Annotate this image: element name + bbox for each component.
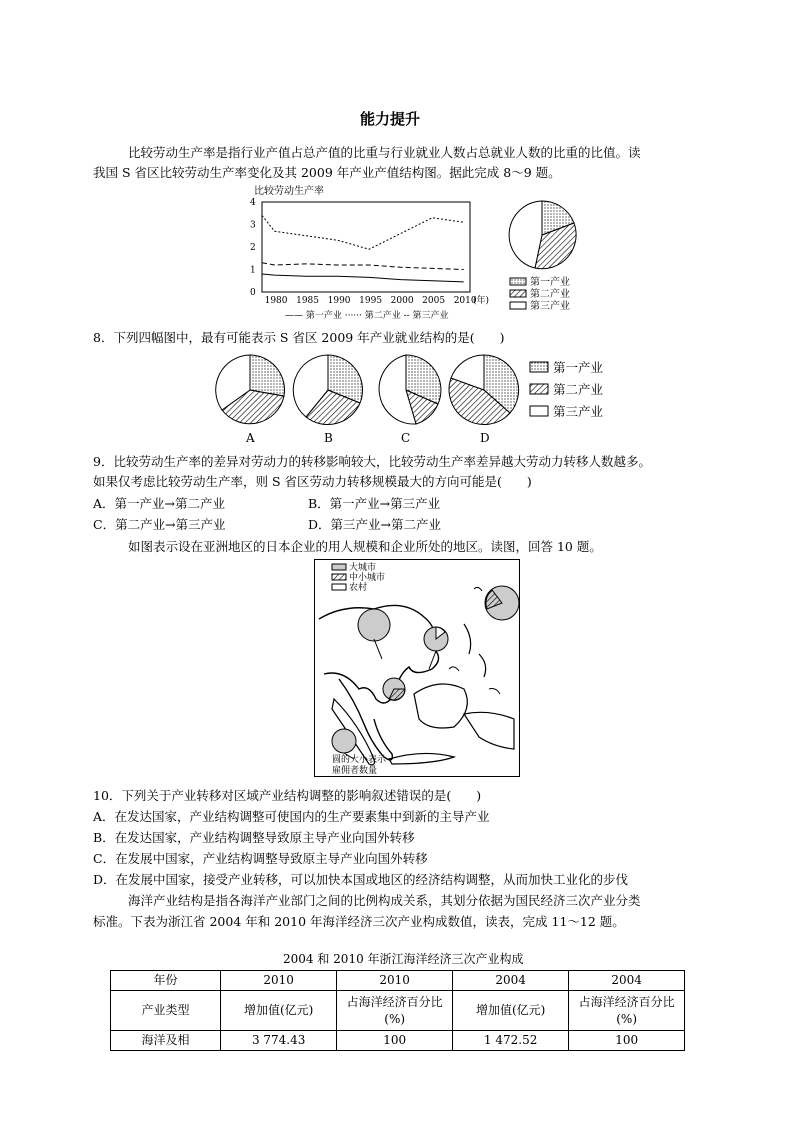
chart-ylabel: 比较劳动生产率: [254, 186, 324, 197]
q9-option-a: A．第一产业→第二产业: [93, 496, 226, 511]
table-cell: 2010: [221, 971, 337, 991]
ocean-line-2: 标准。下表为浙江省 2004 年和 2010 年海洋经济三次产业构成数值，读表，完成 11～12 题。: [93, 914, 625, 929]
y-tick-label: 3: [250, 220, 256, 231]
table-row: [111, 991, 685, 1031]
legend-primary: 第一产业: [530, 277, 570, 288]
map-intro: 如图表示设在亚洲地区的日本企业的用人规模和企业所处的地区。读图，回答 10 题。: [128, 539, 602, 554]
label-C: C: [401, 431, 411, 445]
circle-china-north: [358, 609, 390, 641]
pie-A: [216, 355, 285, 424]
q9-line-1: 9．比较劳动生产率的差异对劳动力的转移影响较大，比较劳动生产率差异越大劳动力转移人数越多。: [93, 454, 651, 469]
table-cell: 3 774.43: [221, 1031, 337, 1051]
table-cell: 海洋及相: [111, 1031, 221, 1051]
q8-text: 8．下列四幅图中，最有可能表示 S 省区 2009 年产业就业结构的是( ): [93, 330, 505, 345]
table-cell: 增加值(亿元): [453, 991, 569, 1031]
circle-thailand: [383, 678, 405, 700]
table-cell: 占海洋经济百分比(%): [337, 991, 453, 1031]
y-tick-labels: [250, 198, 256, 298]
x-tick-label: 2000: [390, 296, 414, 306]
q9-option-b: B．第一产业→第三产业: [308, 496, 441, 511]
asia-map: [314, 559, 520, 777]
q8-legend-3: 第三产业: [553, 404, 604, 419]
table-cell: 2004: [569, 971, 685, 991]
productivity-line-chart: [240, 182, 490, 322]
table-cell: 占海洋经济百分比(%): [569, 991, 685, 1031]
map-note-2: 雇佣者数量: [332, 766, 378, 776]
legend-swatch-secondary: [510, 290, 526, 297]
series-line-1: [262, 274, 464, 282]
map-note-1: 圆的大小表示: [332, 755, 387, 765]
output-pie-slices: [509, 201, 576, 269]
q10-option-a: A．在发达国家，产业结构调整可使国内的生产要素集中到新的主导产业: [93, 809, 490, 824]
y-tick-label: 1: [250, 265, 256, 276]
circle-japan: [485, 586, 519, 620]
table-cell: 100: [569, 1031, 685, 1051]
table-caption: 2004 和 2010 年浙江海洋经济三次产业构成: [283, 952, 524, 966]
circle-malaysia: [332, 729, 356, 753]
table-cell: 2010: [337, 971, 453, 991]
x-tick-label: 1980: [264, 296, 288, 306]
q10-option-d: D．在发展中国家，接受产业转移，可以加快本国或地区的经济结构调整，从而加快工业化的步伐: [93, 872, 629, 887]
table-row: [111, 1031, 685, 1051]
pie-C: [379, 355, 441, 424]
y-tick-label: 2: [250, 243, 256, 253]
q9-line-2: 如果仅考虑比较劳动生产率，则 S 省区劳动力转移规模最大的方向可能是( ): [93, 474, 532, 489]
q10-option-b: B．在发达国家，产业结构调整导致原主导产业向国外转移: [93, 830, 415, 845]
q10-text: 10．下列关于产业转移对区域产业结构调整的影响叙述错误的是( ): [93, 788, 482, 803]
ocean-line-1: 海洋产业结构是指各海洋产业部门之间的比例构成关系，其划分依据为国民经济三次产业分类: [128, 893, 641, 908]
q8-legend-1: 第一产业: [553, 360, 604, 375]
q10-option-c: C．在发展中国家，产业结构调整导致原主导产业向国外转移: [93, 851, 428, 866]
table-cell: 增加值(亿元): [221, 991, 337, 1031]
table-cell: 100: [337, 1031, 453, 1051]
table-cell: 2004: [453, 971, 569, 991]
y-tick-label: 0: [250, 288, 256, 298]
x-tick-labels: [265, 296, 477, 306]
q8-legend-2: 第二产业: [553, 382, 604, 397]
x-tick-label: 2010: [453, 296, 477, 306]
label-D: D: [480, 431, 490, 445]
table-cell: 产业类型: [111, 991, 221, 1031]
circle-china-south: [424, 627, 448, 651]
label-A: A: [246, 431, 255, 445]
table-row: [111, 971, 685, 991]
map-legend-rural: 农村: [349, 583, 368, 593]
chart-frame: [262, 202, 470, 292]
map-legend-big-city: 大城市: [349, 563, 377, 573]
x-tick-label: 1985: [296, 296, 320, 306]
label-B: B: [324, 431, 333, 445]
page-title: 能力提升: [360, 110, 421, 128]
table-cell: 1 472.52: [453, 1031, 569, 1051]
output-structure-pie: [505, 198, 600, 323]
x-tick-label: 1995: [359, 296, 383, 306]
legend-tertiary: 第三产业: [530, 301, 570, 312]
pie-B: [293, 355, 362, 425]
chart-legend: —— 第一产业 ······ 第二产业 -- 第三产业: [285, 311, 449, 321]
series-line-3: [262, 263, 464, 270]
legend-swatch-tertiary: [510, 302, 526, 309]
x-tick-label: 1990: [327, 296, 351, 306]
intro-line-2: 我国 S 省区比较劳动生产率变化及其 2009 年产业产值结构图。据此完成 8～9 题。: [93, 165, 561, 180]
x-unit-label: (年): [473, 296, 490, 306]
legend-secondary: 第二产业: [530, 289, 570, 300]
pie-D: [449, 355, 519, 425]
table-cell: 年份: [111, 971, 221, 991]
q9-option-d: D．第三产业→第二产业: [308, 517, 441, 532]
ocean-economy-table: [110, 970, 685, 1051]
map-legend-small-city: 中小城市: [349, 573, 386, 583]
y-tick-label: 4: [250, 198, 256, 208]
q8-option-pies: [210, 350, 630, 450]
series-line-2: [262, 216, 464, 250]
x-tick-label: 2005: [422, 296, 446, 306]
intro-line-1: 比较劳动生产率是指行业产值占总产值的比重与行业就业人数占总就业人数的比重的比值。读: [128, 145, 641, 160]
q9-option-c: C．第二产业→第三产业: [93, 517, 226, 532]
series-lines: [262, 216, 464, 282]
legend-swatch-primary: [510, 278, 526, 285]
